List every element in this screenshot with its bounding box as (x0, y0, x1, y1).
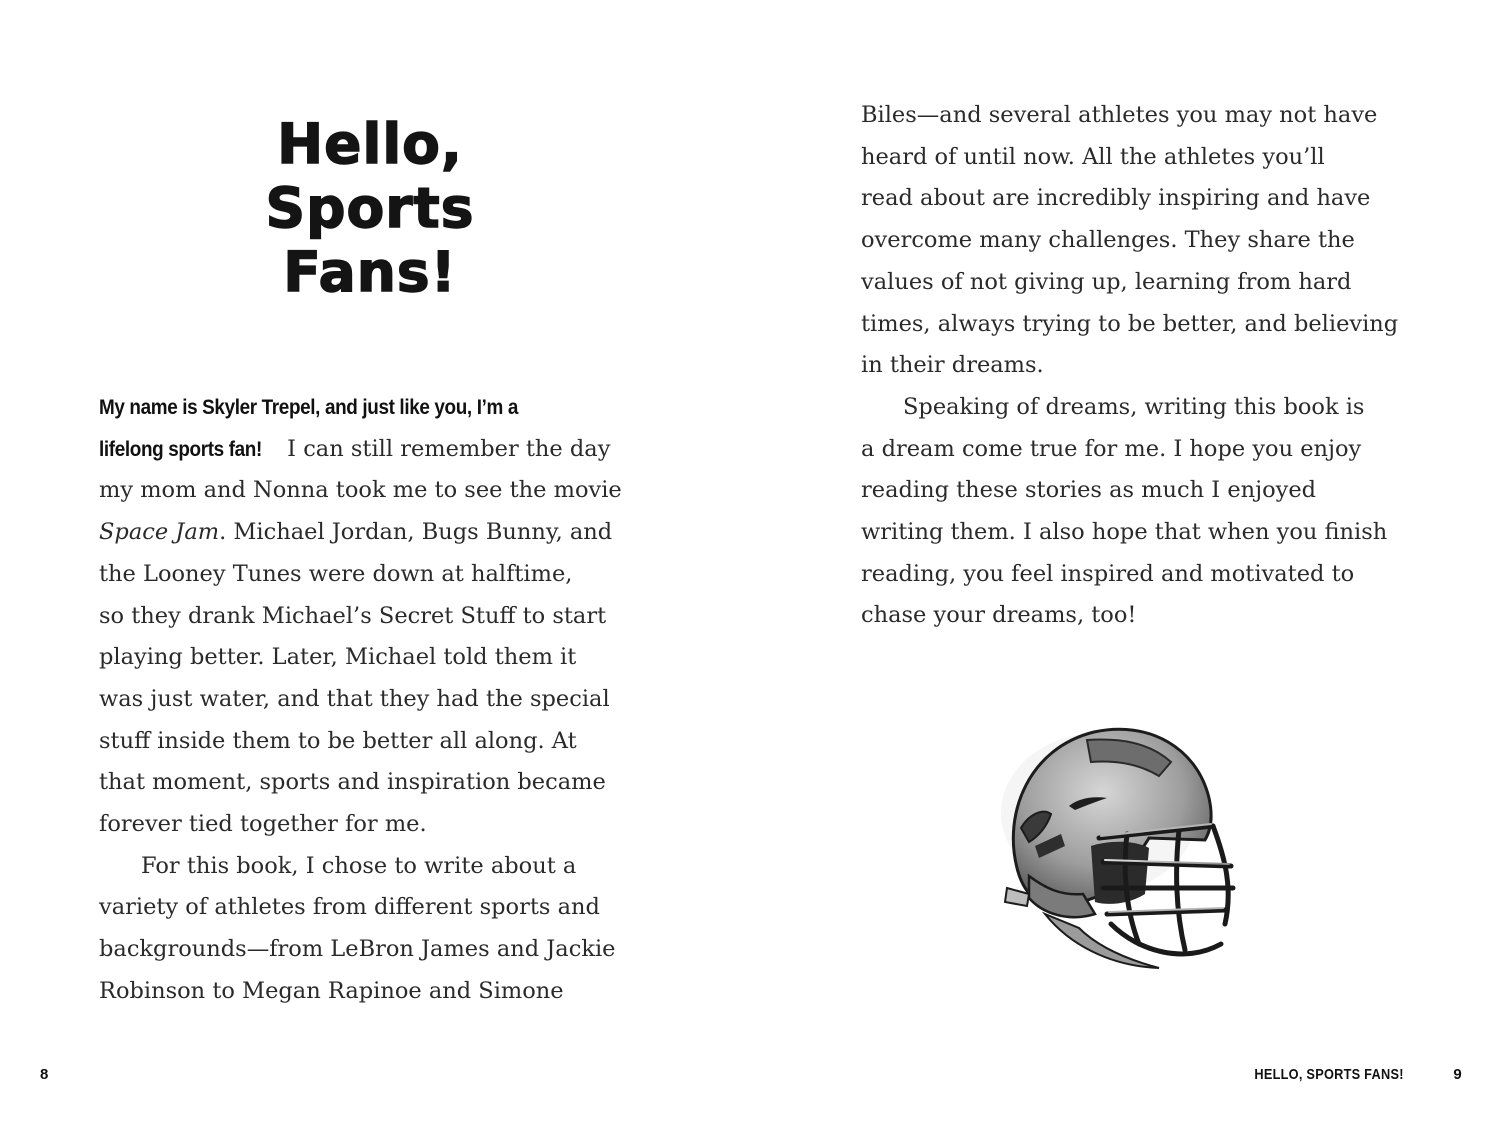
title-line: Fans! (283, 240, 457, 304)
text-line: Biles—and several athletes you may not have (861, 102, 1378, 128)
text-line: was just water, and that they had the special (99, 685, 610, 712)
text-span: . Michael Jordan, Bugs Bunny, and (219, 519, 613, 546)
text-line (99, 429, 622, 471)
right-page (750, 0, 1500, 1124)
title-line: Sports (265, 176, 475, 240)
title-line: Hello, (277, 112, 463, 176)
text-line: For this book, I chose to write about a (141, 852, 577, 879)
text-line: forever tied together for me. (99, 811, 427, 838)
running-head: HELLO, SPORTS FANS! (1254, 1066, 1404, 1083)
text-line: times, always trying to be better, and believing (861, 310, 1399, 337)
text-line: Speaking of dreams, writing this book is (903, 393, 1365, 420)
text-line: read about are incredibly inspiring and have (861, 185, 1371, 212)
lead-in-bold: My name is Skyler Trepel, and just like you, I’m a (99, 396, 518, 419)
page-number: 8 (40, 1066, 49, 1083)
text-line: the Looney Tunes were down at halftime, (99, 560, 573, 587)
text-line (99, 512, 622, 554)
text-line: a dream come true for me. I hope you enjoy (861, 435, 1362, 462)
right-body-text (861, 95, 1398, 637)
left-body-text (99, 387, 622, 1013)
text-line: so they drank Michael’s Secret Stuff to start (99, 602, 607, 629)
text-line: Robinson to Megan Rapinoe and Simone (99, 977, 564, 1004)
text-line: reading, you feel inspired and motivated to (861, 560, 1355, 587)
football-helmet-icon (999, 718, 1244, 980)
text-line: playing better. Later, Michael told them it (99, 644, 577, 671)
text-line (99, 387, 622, 429)
text-span: I can still remember the day (280, 435, 611, 462)
text-line: stuff inside them to be better all along. At (99, 727, 577, 754)
text-line: writing them. I also hope that when you finish (861, 519, 1388, 546)
text-line: backgrounds—from LeBron James and Jackie (99, 936, 616, 963)
page-number: 9 (1453, 1066, 1462, 1083)
text-line: variety of athletes from different sports and (99, 894, 600, 921)
text-line: that moment, sports and inspiration became (99, 769, 606, 796)
text-line: in their dreams. (861, 352, 1044, 379)
text-line: chase your dreams, too! (861, 602, 1137, 629)
chapter-title (150, 112, 590, 304)
text-line: overcome many challenges. They share the (861, 227, 1355, 254)
text-line: values of not giving up, learning from hard (861, 268, 1352, 295)
text-line: reading these stories as much I enjoyed (861, 477, 1317, 504)
lead-in-bold: lifelong sports fan! (99, 437, 262, 461)
text-line: my mom and Nonna took me to see the movie (99, 477, 622, 504)
text-line: heard of until now. All the athletes you’ll (861, 143, 1325, 170)
movie-title-italic: Space Jam (99, 519, 220, 546)
